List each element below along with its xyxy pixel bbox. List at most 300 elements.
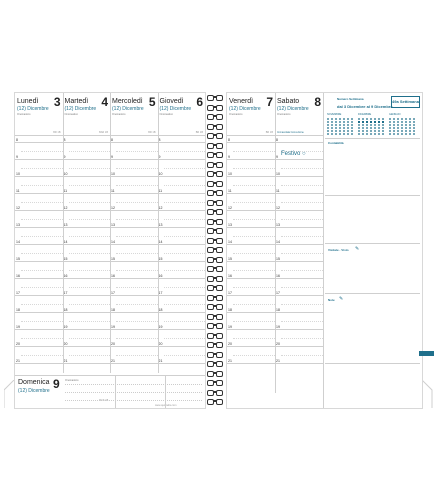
- holiday-name: Immacolata Concezione: [277, 131, 304, 134]
- hour-line[interactable]: [63, 278, 111, 279]
- half-hour-line[interactable]: [233, 185, 275, 186]
- half-hour-line[interactable]: [164, 321, 206, 322]
- hour-line[interactable]: [275, 142, 323, 143]
- half-hour-line[interactable]: [116, 304, 158, 305]
- half-hour-line[interactable]: [164, 202, 206, 203]
- mini-calendar-day: [370, 133, 372, 135]
- hour-label: 19: [158, 325, 163, 329]
- hour-line[interactable]: [158, 159, 206, 160]
- day-name: Sabato: [277, 98, 300, 105]
- half-hour-line[interactable]: [116, 270, 158, 271]
- hour-line[interactable]: [63, 159, 111, 160]
- hour-line[interactable]: [227, 244, 275, 245]
- hour-line[interactable]: [275, 329, 323, 330]
- hour-line[interactable]: [227, 278, 275, 279]
- section-divider: [325, 243, 420, 244]
- hour-label: 20: [158, 342, 163, 346]
- hour-line[interactable]: [110, 227, 158, 228]
- hour-label: 21: [158, 359, 163, 363]
- half-hour-line[interactable]: [233, 270, 275, 271]
- half-hour-line[interactable]: [69, 287, 111, 288]
- mini-calendar-day: [370, 118, 372, 120]
- half-hour-line[interactable]: [69, 355, 111, 356]
- mini-calendar-day: [409, 118, 411, 120]
- hour-label: 10: [63, 172, 68, 176]
- hour-label: 15: [63, 257, 68, 261]
- hour-line[interactable]: [227, 210, 275, 211]
- hour-line[interactable]: [110, 159, 158, 160]
- hour-line[interactable]: [227, 142, 275, 143]
- half-hour-line[interactable]: [164, 287, 206, 288]
- mini-calendar-day: [393, 133, 395, 135]
- mini-calendar-day: [374, 127, 376, 129]
- week-title: Numero Settimana: [337, 97, 364, 101]
- mini-calendar-day: [401, 133, 403, 135]
- hour-label: 15: [276, 257, 280, 261]
- section-label-visitate: Visitate · Visto: [328, 248, 349, 252]
- half-hour-line[interactable]: [21, 185, 63, 186]
- hour-line[interactable]: [227, 312, 275, 313]
- half-hour-line[interactable]: [233, 202, 275, 203]
- hour-line[interactable]: [158, 295, 206, 296]
- half-hour-line[interactable]: [69, 168, 111, 169]
- hour-line[interactable]: [275, 278, 323, 279]
- hour-line[interactable]: [275, 261, 323, 262]
- half-hour-line[interactable]: [69, 321, 111, 322]
- mini-calendar-day: [397, 133, 399, 135]
- hour-line[interactable]: [110, 210, 158, 211]
- hour-label: 10: [158, 172, 163, 176]
- hour-line[interactable]: [63, 210, 111, 211]
- mini-calendar-day: [339, 133, 341, 135]
- hour-line[interactable]: [275, 312, 323, 313]
- hour-line[interactable]: [15, 159, 63, 160]
- hour-line[interactable]: [227, 261, 275, 262]
- mini-calendar-day: [393, 127, 395, 129]
- spiral-ring: [207, 398, 223, 404]
- half-hour-line[interactable]: [164, 338, 206, 339]
- hour-line[interactable]: [158, 176, 206, 177]
- mini-calendar-day: [382, 127, 384, 129]
- hour-line[interactable]: [227, 295, 275, 296]
- mini-calendar-day: [358, 118, 360, 120]
- half-hour-line[interactable]: [164, 355, 206, 356]
- spiral-ring: [207, 313, 223, 319]
- spiral-ring: [207, 170, 223, 176]
- mini-calendar-day: [378, 118, 380, 120]
- hour-line[interactable]: [227, 363, 275, 364]
- half-hour-line[interactable]: [233, 321, 275, 322]
- right-page: [226, 92, 423, 409]
- hour-label: 21: [276, 359, 280, 363]
- half-hour-line[interactable]: [69, 185, 111, 186]
- hour-label: 9: [111, 155, 113, 159]
- half-hour-line[interactable]: [233, 219, 275, 220]
- half-hour-line[interactable]: [116, 355, 158, 356]
- hour-label: 19: [228, 325, 232, 329]
- day-code: BR 1B: [148, 131, 156, 134]
- sunday-box[interactable]: [15, 375, 205, 408]
- mini-calendar-day: [409, 127, 411, 129]
- mini-calendar-day: [362, 121, 364, 123]
- hour-line[interactable]: [158, 346, 206, 347]
- day-subtitle: (12) Dicembre: [229, 106, 261, 112]
- hour-line[interactable]: [158, 142, 206, 143]
- hour-line[interactable]: [158, 210, 206, 211]
- sunday-writing-line[interactable]: [65, 392, 202, 393]
- half-hour-line[interactable]: [116, 168, 158, 169]
- half-hour-line[interactable]: [281, 185, 323, 186]
- hour-label: 16: [111, 274, 115, 278]
- spiral-binding: [205, 92, 225, 407]
- day-header[interactable]: [15, 95, 63, 135]
- half-hour-line[interactable]: [21, 202, 63, 203]
- half-hour-line[interactable]: [21, 321, 63, 322]
- spiral-ring: [207, 218, 223, 224]
- half-hour-line[interactable]: [281, 270, 323, 271]
- mini-calendar-day: [389, 124, 391, 126]
- half-hour-line[interactable]: [164, 151, 206, 152]
- hour-line[interactable]: [110, 363, 158, 364]
- hour-line[interactable]: [15, 193, 63, 194]
- mini-calendar-day: [339, 127, 341, 129]
- half-hour-line[interactable]: [116, 202, 158, 203]
- mini-calendar-day: [331, 118, 333, 120]
- hour-line[interactable]: [110, 142, 158, 143]
- day-column: [227, 93, 275, 408]
- half-hour-line[interactable]: [21, 355, 63, 356]
- hour-label: 15: [111, 257, 115, 261]
- half-hour-line[interactable]: [116, 219, 158, 220]
- half-hour-line[interactable]: [233, 236, 275, 237]
- hour-label: 21: [228, 359, 232, 363]
- half-hour-line[interactable]: [69, 270, 111, 271]
- day-code: BR 1B: [53, 131, 61, 134]
- hour-line[interactable]: [158, 363, 206, 364]
- half-hour-line[interactable]: [281, 321, 323, 322]
- half-hour-line[interactable]: [21, 236, 63, 237]
- half-hour-line[interactable]: [69, 253, 111, 254]
- column-separator: [323, 93, 324, 408]
- hour-label: 18: [63, 308, 68, 312]
- hour-line[interactable]: [275, 244, 323, 245]
- day-header[interactable]: [63, 95, 111, 135]
- day-header[interactable]: [275, 95, 323, 135]
- half-hour-line[interactable]: [164, 270, 206, 271]
- spiral-ring: [207, 142, 223, 148]
- mini-calendar-day: [405, 130, 407, 132]
- hour-line[interactable]: [110, 295, 158, 296]
- hour-line[interactable]: [275, 295, 323, 296]
- half-hour-line[interactable]: [233, 168, 275, 169]
- hour-line[interactable]: [275, 159, 323, 160]
- day-name: Martedì: [64, 98, 89, 105]
- half-hour-line[interactable]: [21, 253, 63, 254]
- half-hour-line[interactable]: [21, 219, 63, 220]
- day-code: BR 1B: [265, 131, 273, 134]
- header-divider: [110, 135, 158, 136]
- half-hour-line[interactable]: [116, 236, 158, 237]
- hour-line[interactable]: [110, 176, 158, 177]
- mini-calendar-day: [374, 130, 376, 132]
- mini-calendar-day: [397, 118, 399, 120]
- mini-calendar-day: [327, 118, 329, 120]
- half-hour-line[interactable]: [21, 270, 63, 271]
- half-hour-line[interactable]: [233, 253, 275, 254]
- hour-label: 13: [63, 223, 68, 227]
- mini-calendar-day: [366, 121, 368, 123]
- hour-line[interactable]: [15, 329, 63, 330]
- section-label-contabile: Contabilità: [328, 141, 344, 145]
- spiral-ring: [207, 180, 223, 186]
- spiral-ring: [207, 151, 223, 157]
- hour-line[interactable]: [275, 176, 323, 177]
- hour-line[interactable]: [158, 261, 206, 262]
- hour-line[interactable]: [15, 244, 63, 245]
- hour-line[interactable]: [63, 193, 111, 194]
- day-header[interactable]: [158, 95, 206, 135]
- half-hour-line[interactable]: [281, 338, 323, 339]
- hour-line[interactable]: [63, 227, 111, 228]
- day-header[interactable]: [227, 95, 275, 135]
- half-hour-line[interactable]: [116, 151, 158, 152]
- hour-label: 15: [16, 257, 20, 261]
- hour-label: 14: [228, 240, 232, 244]
- header-divider: [15, 135, 63, 136]
- hour-line[interactable]: [110, 244, 158, 245]
- hour-line[interactable]: [227, 227, 275, 228]
- sunday-writing-line[interactable]: [65, 400, 202, 401]
- half-hour-line[interactable]: [233, 338, 275, 339]
- hour-line[interactable]: [63, 346, 111, 347]
- hour-line[interactable]: [15, 210, 63, 211]
- hour-line[interactable]: [15, 346, 63, 347]
- sunday-writing-line[interactable]: [65, 384, 202, 385]
- hour-label: 21: [16, 359, 20, 363]
- half-hour-line[interactable]: [69, 338, 111, 339]
- hour-label: 12: [228, 206, 232, 210]
- hour-line[interactable]: [110, 261, 158, 262]
- half-hour-line[interactable]: [164, 185, 206, 186]
- hour-line[interactable]: [63, 295, 111, 296]
- day-name: Giovedì: [159, 98, 184, 105]
- left-page: [14, 92, 206, 409]
- day-code: BAR 1B: [99, 131, 108, 134]
- hour-line[interactable]: [227, 329, 275, 330]
- hour-label: 19: [111, 325, 115, 329]
- half-hour-line[interactable]: [164, 304, 206, 305]
- circle-icon: ○: [300, 151, 306, 157]
- half-hour-line[interactable]: [164, 219, 206, 220]
- hour-label: 11: [16, 189, 20, 193]
- hour-label: 13: [111, 223, 115, 227]
- mini-calendar-day: [401, 127, 403, 129]
- half-hour-line[interactable]: [164, 168, 206, 169]
- hour-line[interactable]: [275, 210, 323, 211]
- half-hour-line[interactable]: [281, 355, 323, 356]
- mini-calendar-day: [347, 118, 349, 120]
- day-column: [158, 93, 206, 408]
- half-hour-line[interactable]: [116, 287, 158, 288]
- half-hour-line[interactable]: [281, 304, 323, 305]
- mini-calendar-day: [393, 124, 395, 126]
- festivo-label: [281, 151, 306, 157]
- mini-calendar-day: [378, 127, 380, 129]
- hour-line[interactable]: [110, 329, 158, 330]
- mini-calendar-day: [358, 121, 360, 123]
- mini-calendar-day: [405, 121, 407, 123]
- spiral-ring: [207, 332, 223, 338]
- column-separator: [158, 93, 159, 373]
- mini-calendar-day: [343, 127, 345, 129]
- day-number: 5: [148, 95, 156, 109]
- mini-calendar-day: [397, 127, 399, 129]
- day-name: Mercoledì: [112, 98, 143, 105]
- week-badge: 49a Settimana: [391, 96, 420, 108]
- mini-calendar-day: [413, 133, 415, 135]
- half-hour-line[interactable]: [21, 338, 63, 339]
- hour-line[interactable]: [63, 142, 111, 143]
- day-subtitle: (12) Dicembre: [112, 106, 144, 112]
- mini-calendar-day: [339, 130, 341, 132]
- hour-label: 14: [111, 240, 115, 244]
- half-hour-line[interactable]: [233, 355, 275, 356]
- section-label-note: Note: [328, 298, 335, 302]
- hour-line[interactable]: [158, 329, 206, 330]
- hour-line[interactable]: [158, 278, 206, 279]
- hour-line[interactable]: [63, 261, 111, 262]
- day-header[interactable]: [110, 95, 158, 135]
- half-hour-line[interactable]: [233, 151, 275, 152]
- hour-line[interactable]: [63, 363, 111, 364]
- spiral-ring: [207, 161, 223, 167]
- hour-line[interactable]: [110, 346, 158, 347]
- spiral-ring: [207, 379, 223, 385]
- hour-line[interactable]: [63, 329, 111, 330]
- hour-line[interactable]: [158, 244, 206, 245]
- hour-line[interactable]: [15, 227, 63, 228]
- day-column: [63, 93, 111, 408]
- hour-line[interactable]: [158, 227, 206, 228]
- sunday-number: 9: [53, 377, 60, 391]
- half-hour-line[interactable]: [281, 287, 323, 288]
- hour-line[interactable]: [15, 261, 63, 262]
- mini-calendar-day: [370, 124, 372, 126]
- half-hour-line[interactable]: [116, 321, 158, 322]
- half-hour-line[interactable]: [116, 253, 158, 254]
- half-hour-line[interactable]: [281, 168, 323, 169]
- mini-calendar-day: [401, 118, 403, 120]
- mini-calendar-day: [397, 124, 399, 126]
- column-separator: [110, 93, 111, 373]
- hour-line[interactable]: [110, 278, 158, 279]
- hour-line[interactable]: [275, 346, 323, 347]
- mini-calendar-day: [358, 133, 360, 135]
- mini-calendar-day: [343, 124, 345, 126]
- hour-line[interactable]: [227, 159, 275, 160]
- half-hour-line[interactable]: [69, 151, 111, 152]
- hour-label: 14: [276, 240, 280, 244]
- hour-line[interactable]: [15, 363, 63, 364]
- half-hour-line[interactable]: [281, 236, 323, 237]
- half-hour-line[interactable]: [233, 304, 275, 305]
- day-column: [15, 93, 63, 408]
- day-number: 7: [266, 95, 273, 109]
- half-hour-line[interactable]: [281, 202, 323, 203]
- hour-line[interactable]: [227, 346, 275, 347]
- hour-label: 17: [63, 291, 68, 295]
- hour-line[interactable]: [227, 193, 275, 194]
- day-note: Onomastico: [112, 113, 126, 116]
- hour-line[interactable]: [15, 278, 63, 279]
- page-tab[interactable]: [419, 351, 434, 356]
- spiral-ring: [207, 246, 223, 252]
- hour-line[interactable]: [63, 312, 111, 313]
- half-hour-line[interactable]: [21, 304, 63, 305]
- half-hour-line[interactable]: [164, 236, 206, 237]
- half-hour-line[interactable]: [69, 219, 111, 220]
- column-separator: [63, 93, 64, 373]
- hour-label: 18: [111, 308, 115, 312]
- section-divider: [325, 363, 420, 364]
- week-panel: [325, 93, 420, 408]
- hour-line[interactable]: [15, 142, 63, 143]
- half-hour-line[interactable]: [69, 202, 111, 203]
- hour-label: 9: [228, 155, 230, 159]
- half-hour-line[interactable]: [281, 219, 323, 220]
- hour-line[interactable]: [110, 312, 158, 313]
- mini-calendar-day: [335, 127, 337, 129]
- mini-calendar-day: [366, 118, 368, 120]
- hour-label: 16: [158, 274, 163, 278]
- half-hour-line[interactable]: [21, 151, 63, 152]
- mini-calendar-day: [331, 130, 333, 132]
- hour-line[interactable]: [275, 227, 323, 228]
- hour-line[interactable]: [63, 176, 111, 177]
- hour-line[interactable]: [63, 244, 111, 245]
- half-hour-line[interactable]: [69, 236, 111, 237]
- hour-line[interactable]: [15, 176, 63, 177]
- half-hour-line[interactable]: [116, 338, 158, 339]
- hour-line[interactable]: [158, 193, 206, 194]
- half-hour-line[interactable]: [21, 287, 63, 288]
- mini-calendar-day: [405, 133, 407, 135]
- half-hour-line[interactable]: [164, 253, 206, 254]
- mini-calendar-day: [382, 118, 384, 120]
- day-number: 3: [53, 95, 61, 109]
- half-hour-line[interactable]: [69, 304, 111, 305]
- hour-line[interactable]: [15, 312, 63, 313]
- hour-line[interactable]: [110, 193, 158, 194]
- mini-calendar-day: [362, 133, 364, 135]
- day-subtitle: (12) Dicembre: [64, 106, 97, 112]
- hour-label: 8: [63, 138, 66, 142]
- hour-line[interactable]: [227, 176, 275, 177]
- hour-line[interactable]: [15, 295, 63, 296]
- half-hour-line[interactable]: [21, 168, 63, 169]
- hour-line[interactable]: [158, 312, 206, 313]
- mini-calendar-day: [382, 130, 384, 132]
- hour-line[interactable]: [275, 193, 323, 194]
- half-hour-line[interactable]: [281, 253, 323, 254]
- mini-calendar-day: [374, 133, 376, 135]
- half-hour-line[interactable]: [233, 287, 275, 288]
- sunday-name: Domenica: [18, 379, 50, 386]
- hour-label: 9: [158, 155, 161, 159]
- half-hour-line[interactable]: [116, 185, 158, 186]
- hour-line[interactable]: [275, 363, 323, 364]
- mini-calendar-day: [327, 121, 329, 123]
